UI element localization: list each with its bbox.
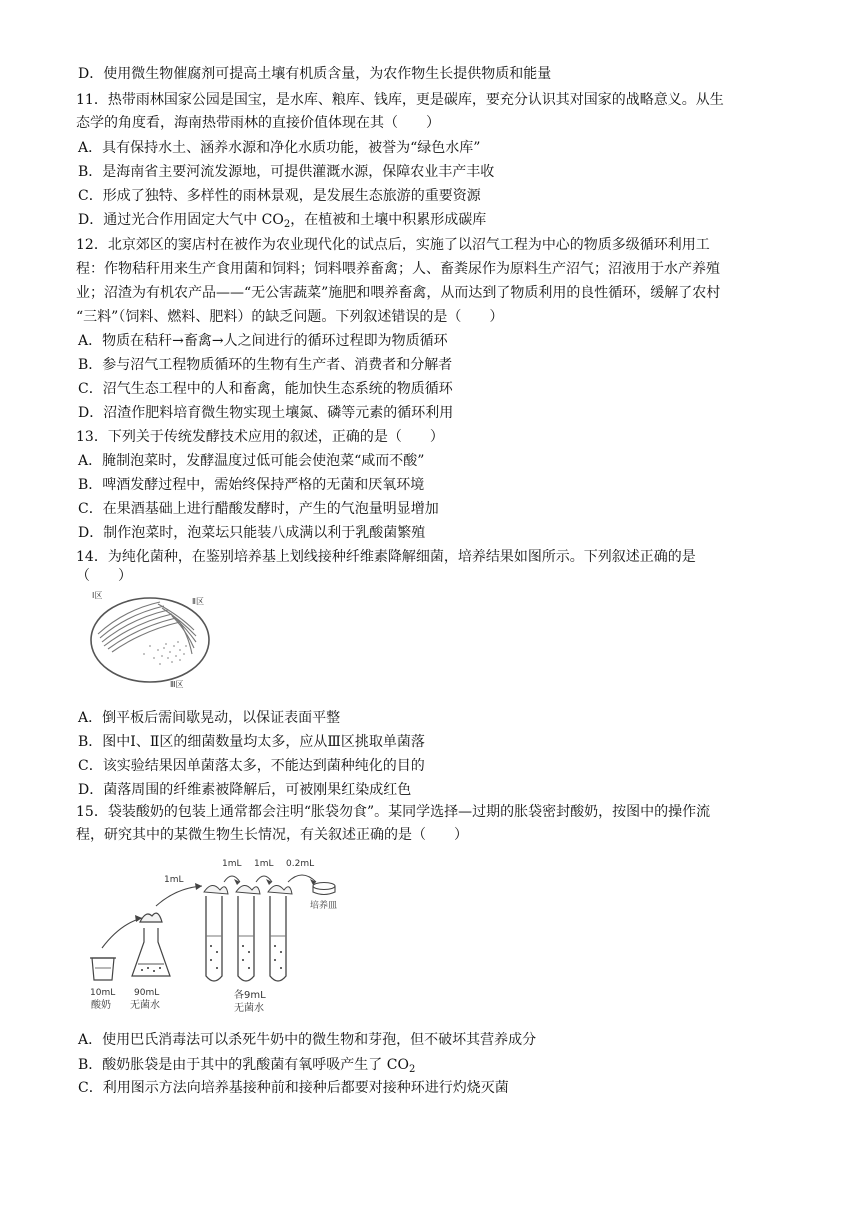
tube-3 [268,885,292,981]
q13-option-d: D．制作泡菜时，泡菜坛只能装八成满以利于乳酸菌繁殖 [78,525,426,541]
q14-stem-line2: （ ） [76,568,132,584]
q12-stem-line3: 业；沼渣为有机农产品——“无公害蔬菜”施肥和喂养畜禽，从而达到了物质利用的良性循环，缓解了农村 [76,285,721,301]
q14-option-d: D．菌落周围的纤维素被降解后，可被刚果红染成红色 [78,782,412,798]
dilution-flow-figure [80,852,370,1022]
q12-option-a: A．物质在秸秆→畜禽→人之间进行的循环过程即为物质循环 [78,333,448,349]
q12-stem-line4: “三料”（饲料、燃料、肥料）的缺乏问题。下列叙述错误的是（ ） [76,309,504,325]
arrow-head-2 [195,883,202,890]
test-tubes [204,885,292,981]
q12-option-b: B．参与沼气工程物质循环的生物有生产者、消费者和分解者 [78,357,453,373]
q11-option-d-sub: 2 [283,219,291,230]
transfer1-label: 1mL [164,875,184,885]
q11-option-d-text1: D．通过光合作用固定大气中 CO [78,212,284,228]
transfer3-label: 1mL [254,859,274,869]
q14-option-a: A．倒平板后需间歇晃动，以保证表面平整 [78,710,341,726]
petri-dish-outline [91,598,209,682]
yogurt-volume-label: 10mL [90,988,116,998]
tubes-volume-label: 各9mL [234,990,266,1001]
yogurt-label: 酸奶 [91,1000,111,1011]
q13-option-b: B．啤酒发酵过程中，需始终保持严格的无菌和厌氧环境 [78,477,425,493]
q14-option-b: B．图中Ⅰ、Ⅱ区的细菌数量均太多，应从Ⅲ区挑取单菌落 [78,734,425,750]
colony-dots [143,641,187,665]
tube-2 [236,885,260,981]
zone3-label: Ⅲ区 [170,680,184,689]
q15-option-b-text: B．酸奶胀袋是由于其中的乳酸菌有氧呼吸产生了 CO [78,1057,409,1073]
q11-stem-line2: 态学的角度看，海南热带雨林的直接价值体现在其（ ） [76,115,440,131]
transfer2-label: 1mL [222,859,242,869]
yogurt-cup [90,958,116,980]
q11-stem-line1: 11．热带雨林国家公园是国宝，是水库、粮库、钱库，更是碳库，要充分认识其对国家的战略意义。从生 [76,92,724,108]
q12-stem-line2: 程：作物秸秆用来生产食用菌和饲料；饲料喂养畜禽；人、畜粪尿作为原料生产沼气；沼液用于水产养殖 [76,261,720,277]
q11-option-b: B．是海南省主要河流发源地，可提供灌溉水源，保障农业丰产丰收 [78,164,495,180]
q11-option-d [78,210,486,230]
arrow-flask-to-tube1 [156,886,202,906]
q11-option-a: A．具有保持水土、涵养水源和净化水质功能，被誉为“绿色水库” [78,140,481,156]
q12-option-c: C．沼气生态工程中的人和畜禽，能加快生态系统的物质循环 [78,381,453,397]
flask-liquid-dots [141,967,161,972]
petri-dish [313,883,335,895]
q15-option-b [78,1055,415,1075]
q15-stem-line1: 15．袋装酸奶的包装上通常都会注明“胀袋勿食”。某同学选择—过期的胀袋密封酸奶，按图中的操作流 [76,804,711,820]
q15-option-a: A．使用巴氏消毒法可以杀死牛奶中的微生物和芽孢，但不破坏其营养成分 [78,1032,537,1048]
arrow-head-4 [266,879,272,885]
q13-option-a: A．腌制泡菜时，发酵温度过低可能会使泡菜“咸而不酸” [78,453,425,469]
zone2-label: Ⅱ区 [192,597,204,606]
streak-plate-figure [84,588,220,690]
q11-option-c: C．形成了独特、多样性的雨林景观，是发展生态旅游的重要资源 [78,188,481,204]
q15-stem-line2: 程，研究其中的某微生物生长情况，有关叙述正确的是（ ） [76,827,468,843]
q10-option-d: D．使用微生物催腐剂可提高土壤有机质含量，为农作物生长提供物质和能量 [78,66,552,82]
q14-option-c: C．该实验结果因单菌落太多，不能达到菌种纯化的目的 [78,758,425,774]
tubes-label: 无菌水 [234,1003,264,1014]
arrow-cup-to-flask [102,918,142,948]
flask-volume-label: 90mL [134,988,160,998]
q12-option-d: D．沼渣作肥料培育微生物实现土壤氮、磷等元素的循环利用 [78,405,454,421]
conical-flask [132,913,170,976]
q15-option-c: C．利用图示方法向培养基接种前和接种后都要对接种环进行灼烧灭菌 [78,1080,509,1096]
tube-1 [204,885,228,981]
dish-label: 培养皿 [310,901,338,911]
q13-stem: 13．下列关于传统发酵技术应用的叙述，正确的是（ ） [76,429,444,445]
q14-stem-line1: 14．为纯化菌种，在鉴别培养基上划线接种纤维素降解细菌，培养结果如图所示。下列叙述正确的是 [76,549,696,565]
arrow-head-3 [234,879,240,885]
q12-stem-line1: 12．北京郊区的窦店村在被作为农业现代化的试点后，实施了以沼气工程为中心的物质多级循环利用工 [76,237,710,253]
zone1-label: Ⅰ区 [92,591,103,600]
q11-option-d-text2: ，在植被和土壤中积累形成碳库 [290,212,487,228]
q15-option-b-sub: 2 [408,1064,416,1075]
transfer4-label: 0.2mL [286,859,315,869]
q13-option-c: C．在果酒基础上进行醋酸发酵时，产生的气泡量明显增加 [78,501,439,517]
flask-label: 无菌水 [130,1000,160,1011]
streak-lines [98,602,196,654]
